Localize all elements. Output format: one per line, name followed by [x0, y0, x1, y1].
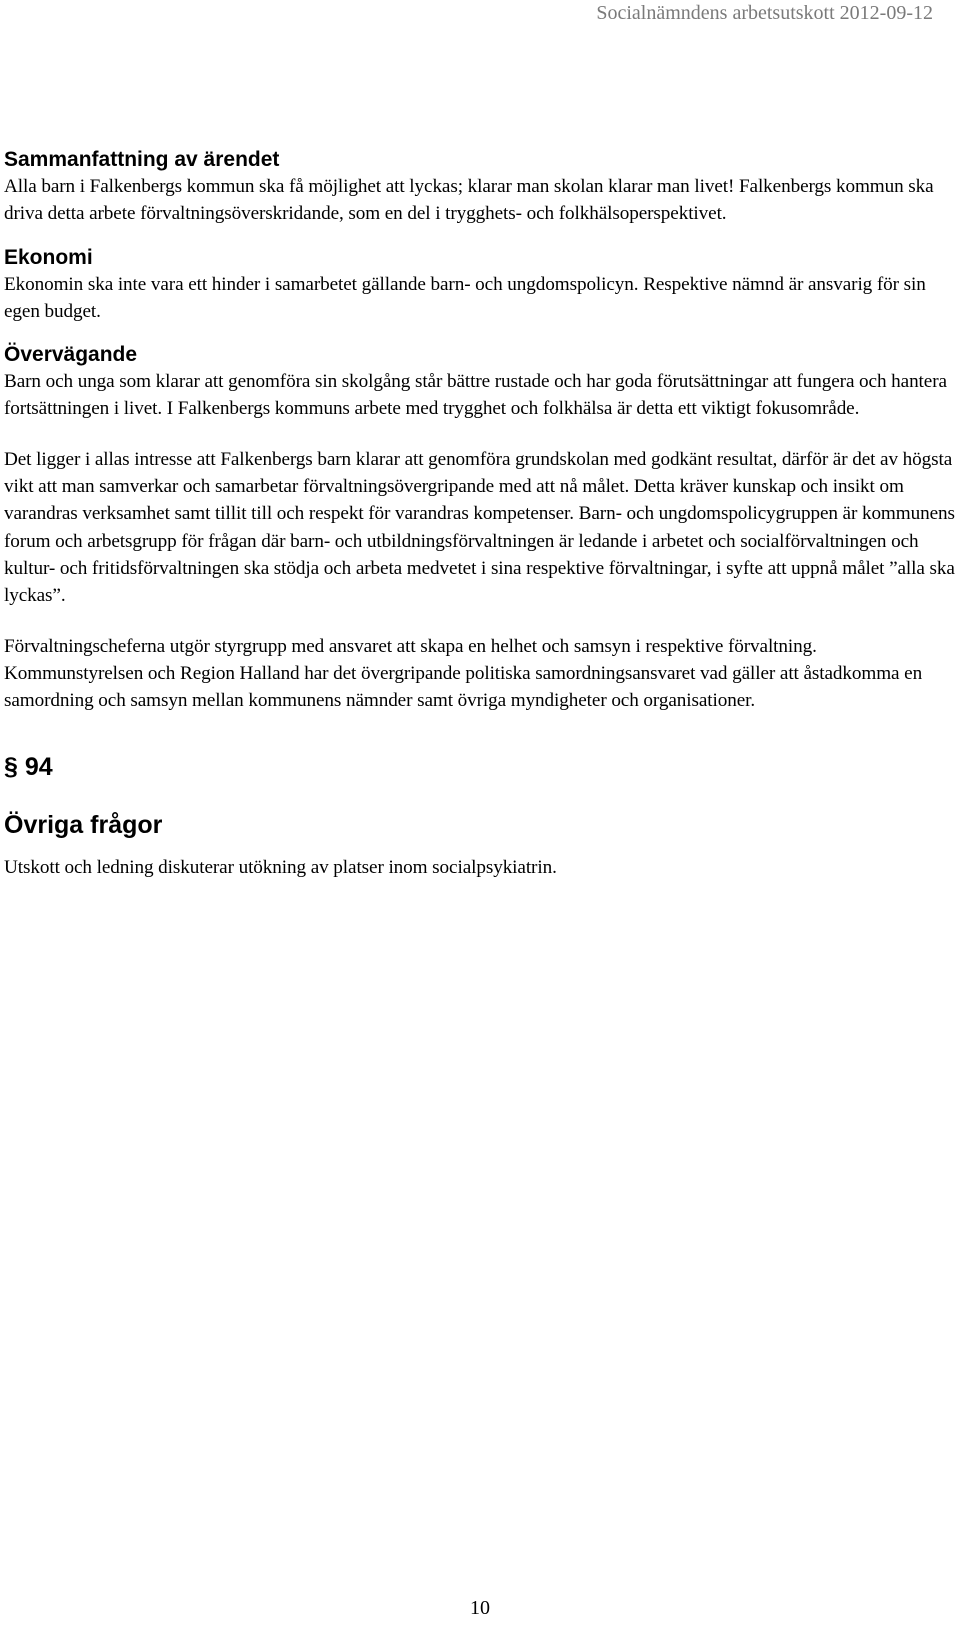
spacer: [4, 610, 956, 633]
economy-text: Ekonomin ska inte vara ett hinder i samarbetet gällande barn- och ungdomspolicyn. Respektive nämnd är ansvarig för sin egen budget.: [4, 273, 926, 322]
section-text: Utskott och ledning diskuterar utökning av platser inom socialpsykiatrin.: [4, 857, 557, 879]
document-body: [4, 147, 956, 882]
section-title: Övriga frågor: [4, 811, 163, 840]
consideration-paragraph-1: Barn och unga som klarar att genomföra sin skolgång står bättre rustade och har goda förutsättningar att fungera och hantera fortsättningen i livet. I Falkenbergs kommuns arbete med trygghet och folkhälsa är detta ett viktigt fokusområde.: [4, 371, 947, 420]
section-number: § 94: [4, 753, 53, 782]
economy-heading: Ekonomi: [4, 245, 93, 269]
spacer: [4, 325, 956, 342]
spacer: [4, 423, 956, 446]
summary-text: Alla barn i Falkenbergs kommun ska få möjlighet att lyckas; klarar man skolan klarar man livet! Falkenbergs kommun ska driva detta arbete förvaltningsöverskridande, som en del i trygghets- och folkhälsoperspektivet.: [4, 176, 934, 225]
summary-heading: Sammanfattning av ärendet: [4, 148, 280, 171]
spacer: [4, 840, 956, 854]
consideration-paragraph-2: Det ligger i allas intresse att Falkenbergs barn klarar att genomföra grundskolan med godkänt resultat, därför är det av högsta vikt att man samverkar och samarbetar förvaltningsövergripande med att nå målet. Detta kräver kunskap och insikt om varandras verksamhet samt tillit till och respekt för varandras kompetenser. Barn- och ungdomspolicygruppen är kommunens forum och arbetsgrupp för frågan där barn- och utbildningsförvaltningen är ledande i arbetet och socialförvaltningen och kultur- och fritidsförvaltningen ska stödja och arbeta medvetet i sina respektive förvaltningar, i syfte att uppnå målet ”alla ska lyckas”.: [4, 448, 955, 607]
page-number: 10: [470, 1597, 490, 1619]
page-header: Socialnämndens arbetsutskott 2012-09-12: [596, 2, 933, 24]
consideration-heading: Övervägande: [4, 343, 138, 367]
spacer: [4, 228, 956, 245]
spacer: [4, 714, 956, 752]
spacer: [4, 782, 956, 810]
consideration-paragraph-3: Förvaltningscheferna utgör styrgrupp med ansvaret att skapa en helhet och samsyn i respektive förvaltning. Kommunstyrelsen och Region Halland har det övergripande politiska samordningsansvaret vad gäller att åstadkomma en samordning och samsyn mellan kommunens nämnder samt övriga myndigheter och organisationer.: [4, 635, 923, 712]
